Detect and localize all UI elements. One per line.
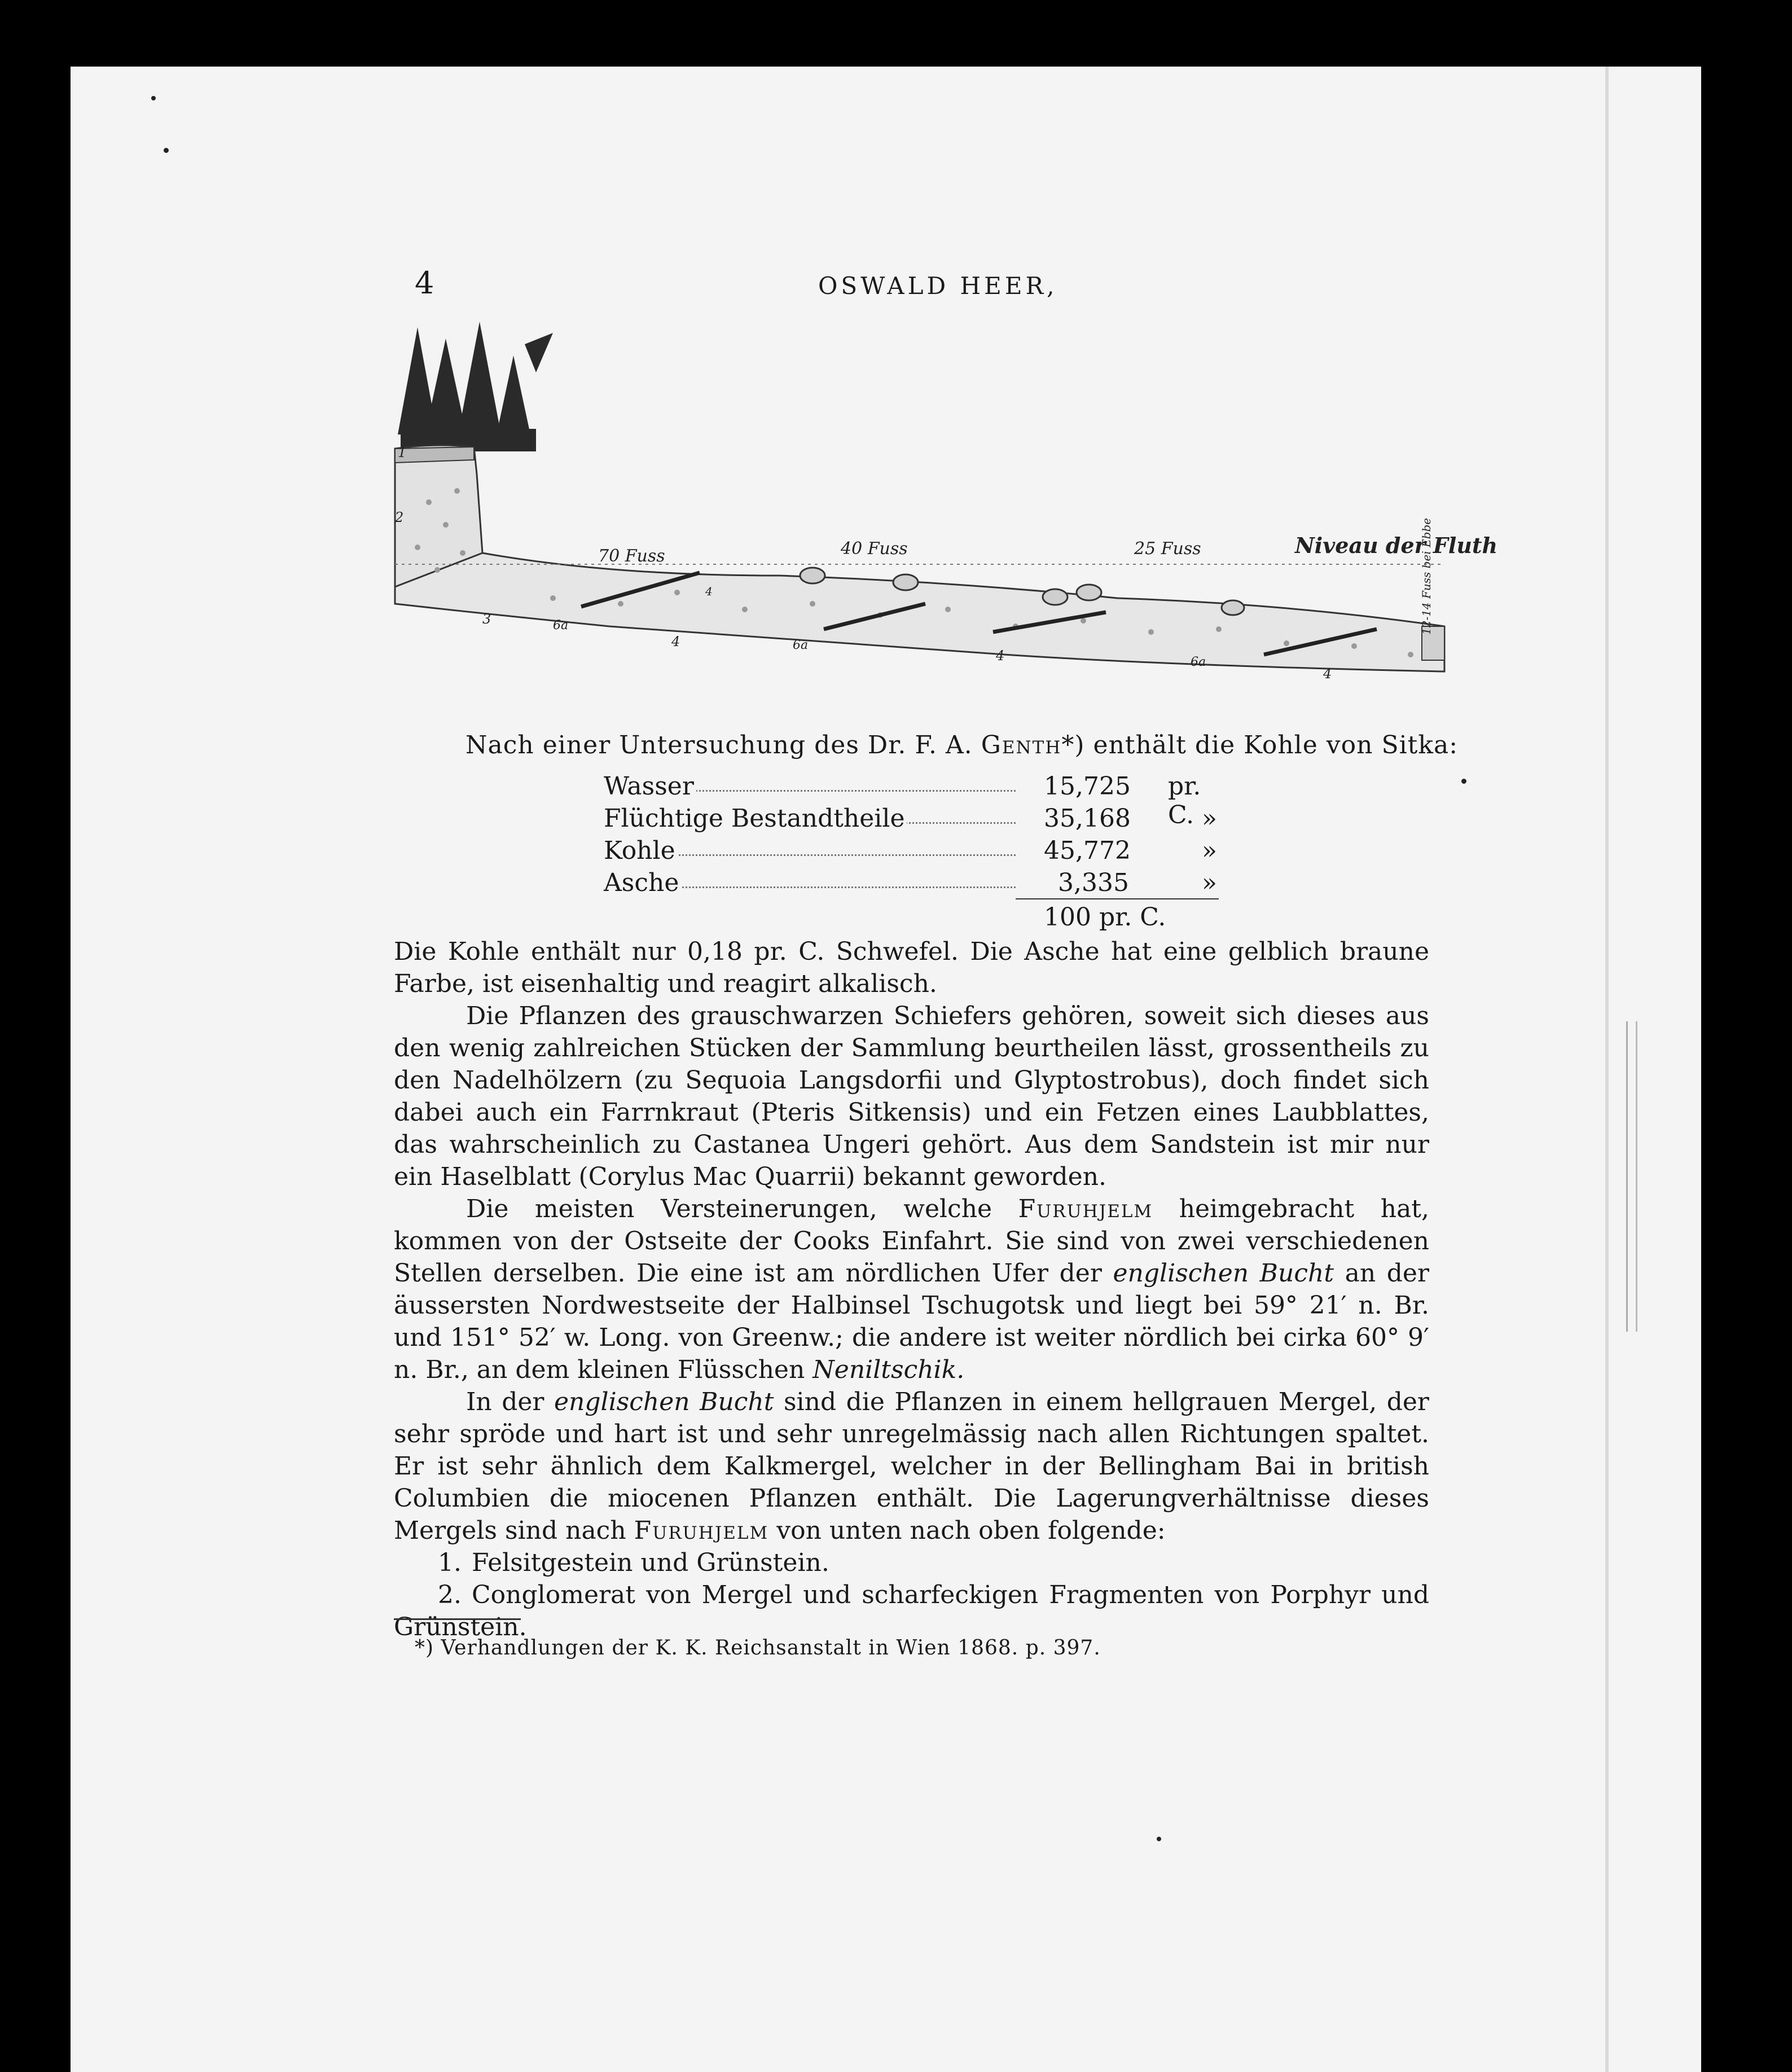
footnote: *) Verhandlungen der K. K. Reichsanstalt in Wien 1868. p. 397. bbox=[415, 1636, 1101, 1660]
text-run: an der äussersten Nordwestseite der Halbinsel Tschugotsk und liegt bei 59° 21′ n. Br. und 151° 52′ w. Long. von Greenw.; die andere ist weiter nördlich bei cirka 60° 9′ n. Br., an dem kleinen Flüsschen bbox=[394, 1259, 1429, 1384]
analysis-row-value: 35,168 bbox=[1044, 804, 1131, 833]
depth-label-25: 25 Fuss bbox=[1134, 539, 1201, 559]
layer-label-2: 2 bbox=[395, 510, 404, 525]
place-name: englischen Bucht bbox=[1113, 1259, 1334, 1288]
paragraph-plants-schist: Die Pflanzen des grauschwarzen Schiefers gehören, soweit sich dieses aus den wenig zahlreichen Stücken der Sammlung beurtheilen lässt, grossentheils zu den Nadelhölzern (zu Sequoia Langsdorfii und Glyptostrobus), doch findet sich dabei auch ein Farrnkraut (Pteris Sitkensis) und ein Fetzen eines Laubblattes, das wahrscheinlich zu Castanea Ungeri gehört. Aus dem Sandstein ist mir nur ein Haselblatt (Corylus Mac Quarrii) bekannt geworden. bbox=[394, 1002, 1429, 1191]
analysis-author-name: Genth bbox=[981, 731, 1062, 760]
running-head: OSWALD HEER, bbox=[818, 272, 1058, 300]
dust-speck bbox=[1157, 1837, 1161, 1841]
flood-level-label: Niveau der Fluth bbox=[1295, 533, 1498, 558]
paragraph-fossil-sites bbox=[394, 1193, 1429, 1386]
layer-label-4-2: 4 bbox=[996, 648, 1005, 664]
list-text: Felsitgestein und Grünstein. bbox=[472, 1548, 829, 1577]
layer-label-4-1: 4 bbox=[671, 634, 680, 649]
paragraph-marl bbox=[394, 1386, 1429, 1547]
text-run: Die meisten Versteinerungen, welche bbox=[466, 1195, 992, 1223]
analysis-intro-suffix: *) enthält die Kohle von Sitka: bbox=[1061, 731, 1459, 760]
analysis-row-label: Wasser bbox=[604, 772, 696, 801]
person-name: Furuhjelm bbox=[1018, 1195, 1153, 1223]
place-name: englischen Bucht bbox=[554, 1388, 774, 1416]
analysis-row-label: Kohle bbox=[604, 836, 678, 865]
page-crease bbox=[1626, 1021, 1637, 1332]
beach-profile bbox=[395, 553, 1444, 671]
list-item bbox=[394, 1579, 1429, 1643]
body-text bbox=[394, 936, 1429, 1643]
analysis-intro bbox=[465, 731, 1458, 760]
depth-label-70: 70 Fuss bbox=[598, 546, 665, 566]
analysis-intro-prefix: Nach einer Untersuchung des Dr. F. A. bbox=[465, 731, 973, 760]
footnote-rule bbox=[394, 1618, 521, 1620]
analysis-row-unit: » bbox=[1202, 804, 1217, 833]
text-run: von unten nach oben folgende: bbox=[776, 1516, 1166, 1545]
text-run: sind die Pflanzen in einem hellgrauen Mergel, der sehr spröde und hart ist und sehr unregelmässig nach allen Richtungen spaltet. Er ist sehr ähnlich dem Kalkmergel, welcher in der Bellingham Bai in british Columbien die miocenen Pflanzen enthält. Die Lagerungverhältnisse dieses Mergels sind nach bbox=[394, 1388, 1429, 1545]
text-run: heimgebracht hat, kommen von der Ostseite der Cooks Einfahrt. Sie sind von zwei verschiedenen Stellen derselben. Die eine ist am nördlichen Ufer der bbox=[394, 1195, 1429, 1288]
conifer-trees bbox=[398, 322, 553, 451]
layer-label-1: 1 bbox=[398, 445, 407, 460]
layer-label-3: 3 bbox=[482, 611, 491, 627]
analysis-row bbox=[604, 836, 1217, 868]
list-number: 2. bbox=[438, 1581, 462, 1609]
list-number: 1. bbox=[438, 1548, 462, 1577]
ebb-level-label: 12-14 Fuss bei Ebbe bbox=[1420, 517, 1433, 635]
analysis-row-label: Flüchtige Bestandtheile bbox=[604, 804, 907, 833]
list-text: Conglomerat von Mergel und scharfeckigen Fragmenten von Porphyr und Grünstein. bbox=[394, 1581, 1429, 1641]
analysis-total: 100 pr. C. bbox=[1044, 903, 1166, 932]
analysis-row-unit: » bbox=[1202, 868, 1217, 897]
layer-label-6a-3: 6a bbox=[1191, 655, 1206, 669]
geological-section-figure bbox=[384, 322, 1498, 694]
dust-speck bbox=[164, 148, 169, 153]
total-rule bbox=[1016, 898, 1219, 899]
analysis-row-value: 3,335 bbox=[1058, 868, 1129, 897]
analysis-row bbox=[604, 804, 1217, 836]
text-run: In der bbox=[466, 1388, 544, 1416]
dust-speck bbox=[151, 96, 156, 100]
dust-speck bbox=[1461, 779, 1466, 784]
place-name: Neniltschik. bbox=[812, 1355, 965, 1384]
layer-label-4-3: 4 bbox=[1323, 666, 1332, 682]
analysis-row-label: Asche bbox=[604, 868, 681, 897]
analysis-row-unit: pr. C. bbox=[1168, 772, 1201, 829]
coal-analysis-table bbox=[604, 772, 1217, 901]
page-number: 4 bbox=[415, 265, 438, 301]
list-item bbox=[394, 1547, 1429, 1579]
layer-label-4-4: 4 bbox=[705, 585, 713, 598]
analysis-row bbox=[604, 868, 1217, 901]
page-fold-edge bbox=[1605, 67, 1609, 2072]
analysis-row-value: 15,725 bbox=[1044, 772, 1131, 801]
depth-label-40: 40 Fuss bbox=[841, 539, 908, 559]
layer-label-6a-1: 6a bbox=[553, 618, 569, 633]
person-name: Furuhjelm bbox=[634, 1516, 769, 1545]
layer-label-6a-2: 6a bbox=[793, 638, 809, 652]
paragraph-sulfur: Die Kohle enthält nur 0,18 pr. C. Schwefel. Die Asche hat eine gelblich braune Farbe, ist eisenhaltig und reagirt alkalisch. bbox=[394, 937, 1429, 998]
analysis-row-value: 45,772 bbox=[1044, 836, 1131, 865]
analysis-row-unit: » bbox=[1202, 836, 1217, 865]
strata-list bbox=[394, 1547, 1429, 1643]
